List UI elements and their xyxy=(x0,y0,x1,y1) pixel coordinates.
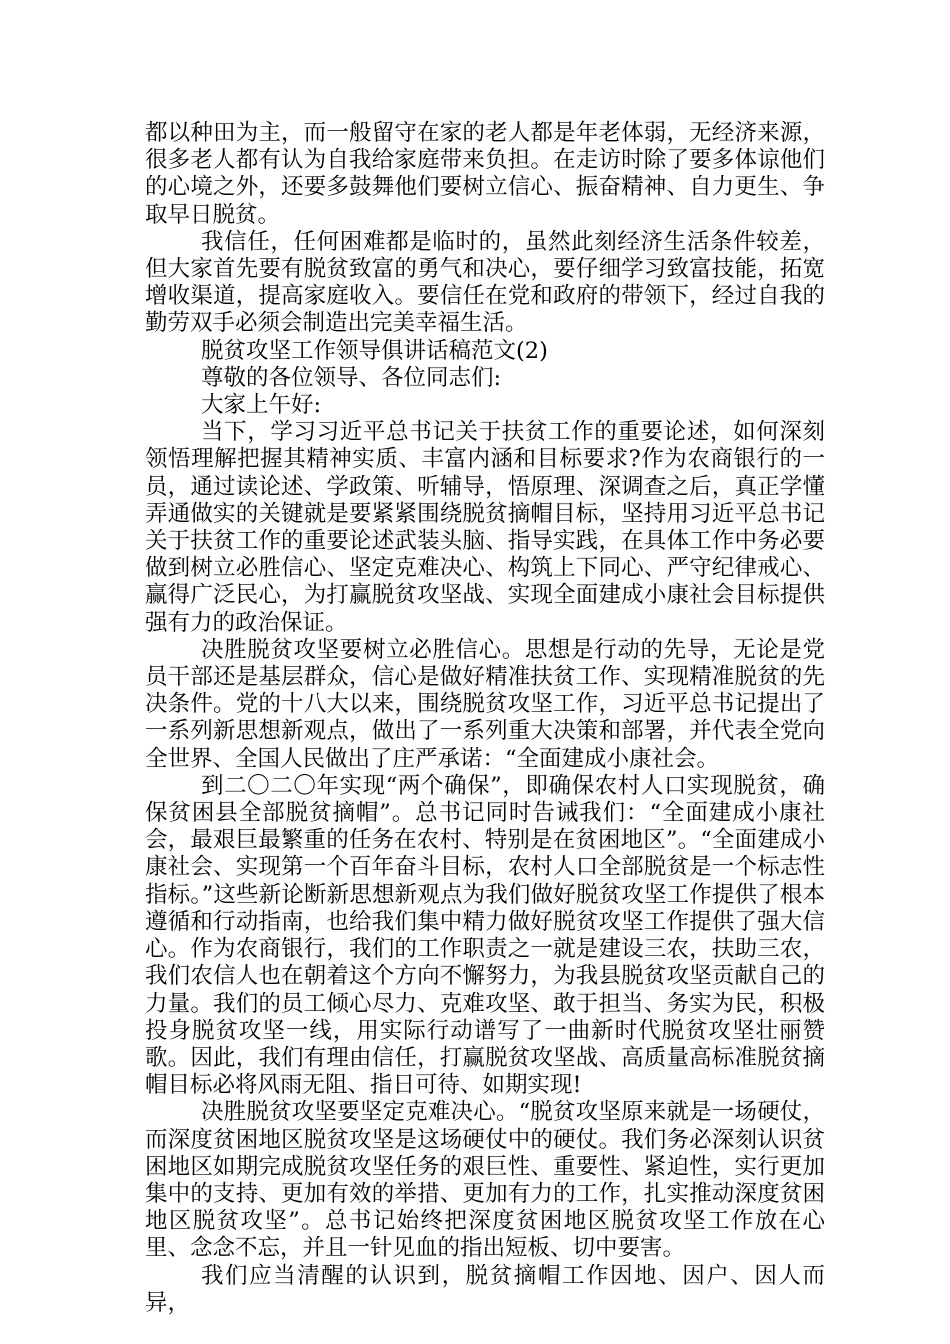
paragraph-determination: 决胜脱贫攻坚要坚定克难决心。“脱贫攻坚原来就是一场硬仗，而深度贫困地区脱贫攻坚是这场硬仗中的硬仗。我们务必深刻认识贫困地区如期完成脱贫攻坚任务的艰巨性、重要性、紧迫性，实行更加集中的支持、更加有效的举措、更加有力的工作，扎实推动深度贫困地区脱贫攻坚”。总书记始终把深度贫困地区脱贫攻坚工作放在心里、念念不忘，并且一针见血的指出短板、切中要害。 xyxy=(145,1099,825,1262)
paragraph-intro: 当下，学习习近平总书记关于扶贫工作的重要论述，如何深刻领悟理解把握其精神实质、丰富内涵和目标要求?作为农商银行的一员，通过读论述、学政策、听辅导，悟原理、深调查之后，真正学懂弄通做实的关键就是要紧紧围绕脱贫摘帽目标，坚持用习近平总书记关于扶贫工作的重要论述武装头脑、指导实践，在具体工作中务必要做到树立必胜信心、坚定克难决心、构筑上下同心、严守纪律戒心、赢得广泛民心，为打赢脱贫攻坚战、实现全面建成小康社会目标提供强有力的政治保证。 xyxy=(145,419,825,636)
paragraph-confidence-resolve: 决胜脱贫攻坚要树立必胜信心。思想是行动的先导，无论是党员干部还是基层群众，信心是做好精准扶贫工作、实现精准脱贫的先决条件。党的十八大以来，围绕脱贫攻坚工作，习近平总书记提出了一系列新思想新观点，做出了一系列重大决策和部署，并代表全党向全世界、全国人民做出了庄严承诺：“全面建成小康社会。 xyxy=(145,636,825,772)
paragraph-continuation: 都以种田为主，而一般留守在家的老人都是年老体弱，无经济来源，很多老人都有认为自我给家庭带来负担。在走访时除了要多体谅他们的心境之外，还要多鼓舞他们要树立信心、振奋精神、自力更生、争取早日脱贫。 xyxy=(145,120,825,228)
paragraph-confidence: 我信任，任何困难都是临时的，虽然此刻经济生活条件较差，但大家首先要有脱贫致富的勇气和决心，要仔细学习致富技能，拓宽增收渠道，提高家庭收入。要信任在党和政府的带领下，经过自我的勤劳双手必须会制造出完美幸福生活。 xyxy=(145,228,825,337)
section-title: 脱贫攻坚工作领导俱讲话稿范文(2) xyxy=(201,337,548,364)
document-page xyxy=(145,120,825,1317)
paragraph-two-guarantees: 到二〇二〇年实现“两个确保”，即确保农村人口实现脱贫，确保贫困县全部脱贫摘帽”。总书记同时告诫我们：“全面建成小康社会，最艰巨最繁重的任务在农村、特别是在贫困地区”。“全面建成小康社会、实现第一个百年奋斗目标，农村人口全部脱贫是一个标志性指标。”这些新论断新思想新观点为我们做好脱贫攻坚工作提供了根本遵循和行动指南，也给我们集中精力做好脱贫攻坚工作提供了强大信心。作为农商银行，我们的工作职责之一就是建设三农，扶助三农，我们农信人也在朝着这个方向不懈努力，为我县脱贫攻坚贡献自己的力量。我们的员工倾心尽力、克难攻坚、敢于担当、务实为民，积极投身脱贫攻坚一线，用实际行动谱写了一曲新时代脱贫攻坚壮丽赞歌。因此，我们有理由信任，打赢脱贫攻坚战、高质量高标准脱贫摘帽目标必将风雨无阻、指日可待、如期实现! xyxy=(145,772,825,1099)
paragraph-awareness: 我们应当清醒的认识到，脱贫摘帽工作因地、因户、因人而异， xyxy=(145,1262,825,1316)
salutation: 尊敬的各位领导、各位同志们: xyxy=(201,364,502,391)
greeting: 大家上午好: xyxy=(201,392,322,419)
